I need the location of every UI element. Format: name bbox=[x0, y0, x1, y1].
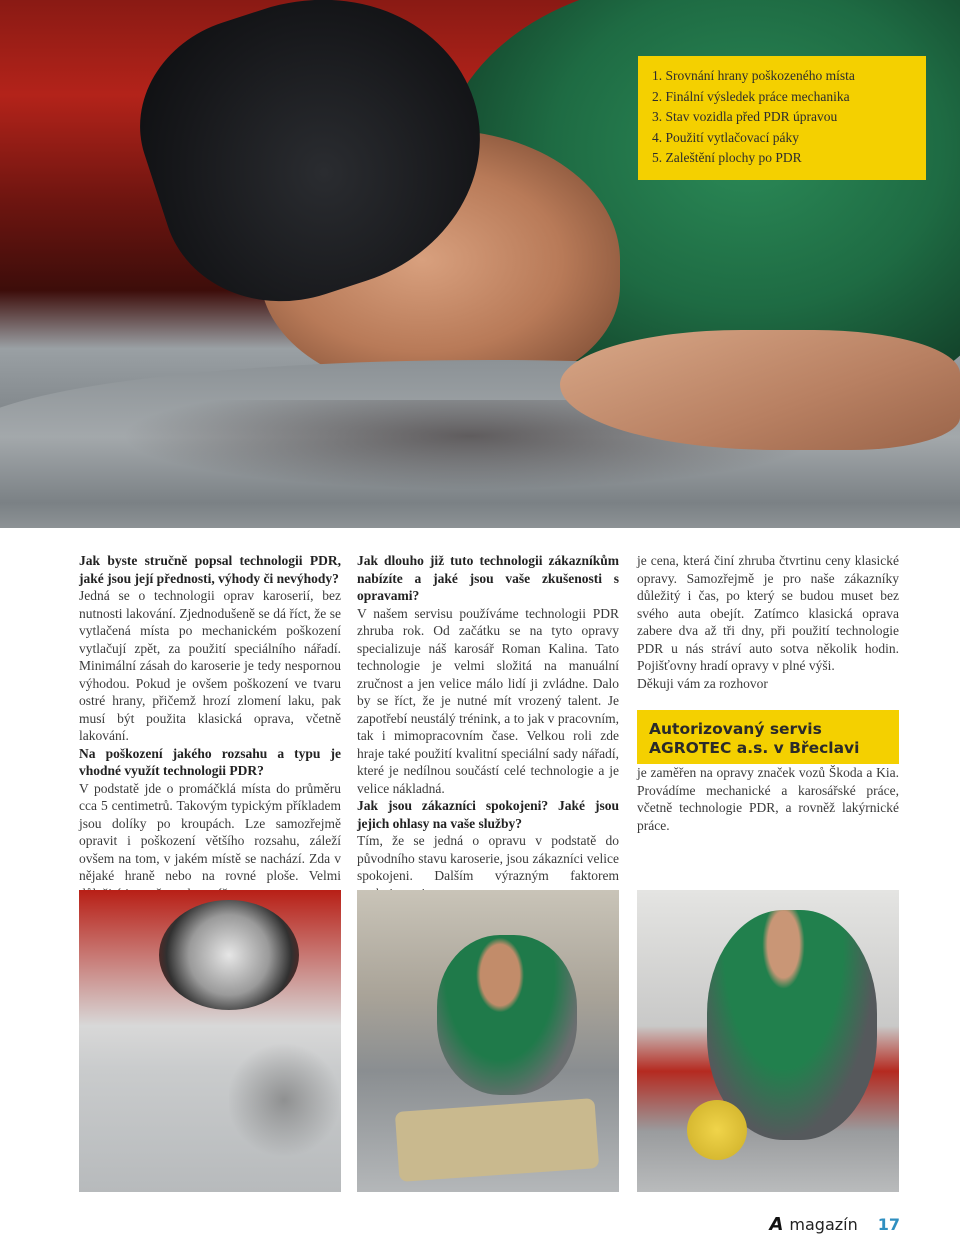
photo-tool-cloth bbox=[395, 1098, 599, 1182]
photo-mechanic bbox=[437, 935, 577, 1095]
promo-text: je zaměřen na opravy značek vozů Škoda a Kia. Provádíme mechanické a karosářské práce, včetně technologie PDR, a rovněž lakýrnické práce. bbox=[637, 765, 899, 833]
text-column-1 bbox=[79, 552, 341, 902]
photo-caption-box bbox=[638, 56, 926, 180]
text-column-2 bbox=[357, 552, 619, 902]
photo-wheel bbox=[159, 900, 299, 1010]
caption-item: 4. Použití vytlačovací páky bbox=[652, 129, 799, 145]
interview-answer: Tím, že se jedná o opravu v podstatě do původního stavu karoserie, jsou zákazníci velice spokojeni. Dalším výrazným faktorem bbox=[357, 833, 619, 883]
page-number: 17 bbox=[877, 1215, 900, 1234]
photo-car-detail bbox=[79, 890, 341, 1192]
closing-thanks: Děkuji vám za rozhovor bbox=[637, 675, 768, 691]
interview-answer: V našem servisu používáme technologii PDR zhruba rok. Od začátku se na tyto opravy specializuje náš karosář Roman Kalina. Tato technologie je velmi složitá na manuální zručnost a jen velice málo lidí ji zvládne. Dalo by se říct, že je nutné mít vrozený talent. Je zapotřebí neustálý trénink, a to jak v pracovním, tak i mimopracovním čase. Velkou roli zde hraje také použití kvalitní speciální sady nářadí, které je nedílnou součástí celé technologie a je velice nákladná. bbox=[357, 605, 619, 796]
promo-box bbox=[637, 710, 899, 764]
promo-title-line-1: Autorizovaný servis bbox=[649, 720, 822, 738]
promo-title-line-2: AGROTEC a.s. v Břeclavi bbox=[649, 739, 860, 757]
photo-mechanic-tools bbox=[357, 890, 619, 1192]
hero-photo bbox=[0, 0, 960, 528]
caption-item: 1. Srovnání hrany poškozeného místa bbox=[652, 68, 855, 83]
photo-mechanic-polishing bbox=[637, 890, 899, 1192]
interview-question: Na poškození jakého rozsahu a typu je vhodné využít technologii PDR? bbox=[79, 745, 341, 778]
photo-dent-spot bbox=[229, 1040, 339, 1160]
interview-question: Jak dlouho již tuto technologii zákazníkům nabízíte a jaké jsou vaše zkušenosti s opravami? bbox=[357, 553, 619, 603]
caption-item: 2. Finální výsledek práce mechanika bbox=[652, 88, 850, 104]
interview-question: Jak jsou zákazníci spokojeni? Jaké jsou jejich ohlasy na vaše služby? bbox=[357, 798, 619, 831]
brand-logo-letter: A bbox=[769, 1214, 784, 1235]
brand-name: magazín bbox=[789, 1215, 858, 1234]
interview-answer: Jedná se o technologii oprav karoserií, bez nutnosti lakování. Zjednodušeně se dá říct, že se vytlačená místa po mechanickém poškození vytlačují zpět, za použití speciálního nářadí. Minimální zásah do karoserie je tedy nespornou výhodou. Pokud je ovšem poškození ve tvaru ostré hrany, přičemž hrozí zlomení laku, pak musí být použita klasická oprava, včetně lakování. bbox=[79, 588, 341, 743]
caption-item: 3. Stav vozidla před PDR úpravou bbox=[652, 109, 838, 124]
interview-answer: je cena, která činí zhruba čtvrtinu ceny klasické opravy. Samozřejmě je pro naše zákazníky důležitý i čas, po který se budou muset bez svého auta obejít. Zatímco klasická oprava zabere dva až tři dny, při použití technologie PDR u nás stráví auto sotva několik hodin. Pojišťovny hradí opravy v plné výši. bbox=[637, 553, 899, 673]
caption-list bbox=[652, 66, 912, 169]
interview-answer: V podstatě jde o promáčklá místa do průměru cca 5 centimetrů. Takovým typickým příkladem jsou dolíky po kroupách. Lze samozřejmě opravit i poškození většího rozsahu, záleží ovšem na tom, v jakém místě se nachází. Zda v nějaké hraně nebo na rovné ploše. Velmi bbox=[79, 780, 341, 883]
page-footer bbox=[769, 1214, 900, 1235]
text-column-3 bbox=[637, 552, 899, 834]
photo-polishing-pad bbox=[687, 1100, 747, 1160]
caption-item: 5. Zaleštění plochy po PDR bbox=[652, 150, 802, 165]
interview-question: Jak byste stručně popsal technologii PDR, jaké jsou její přednosti, výhody či nevýhody? bbox=[79, 553, 341, 586]
